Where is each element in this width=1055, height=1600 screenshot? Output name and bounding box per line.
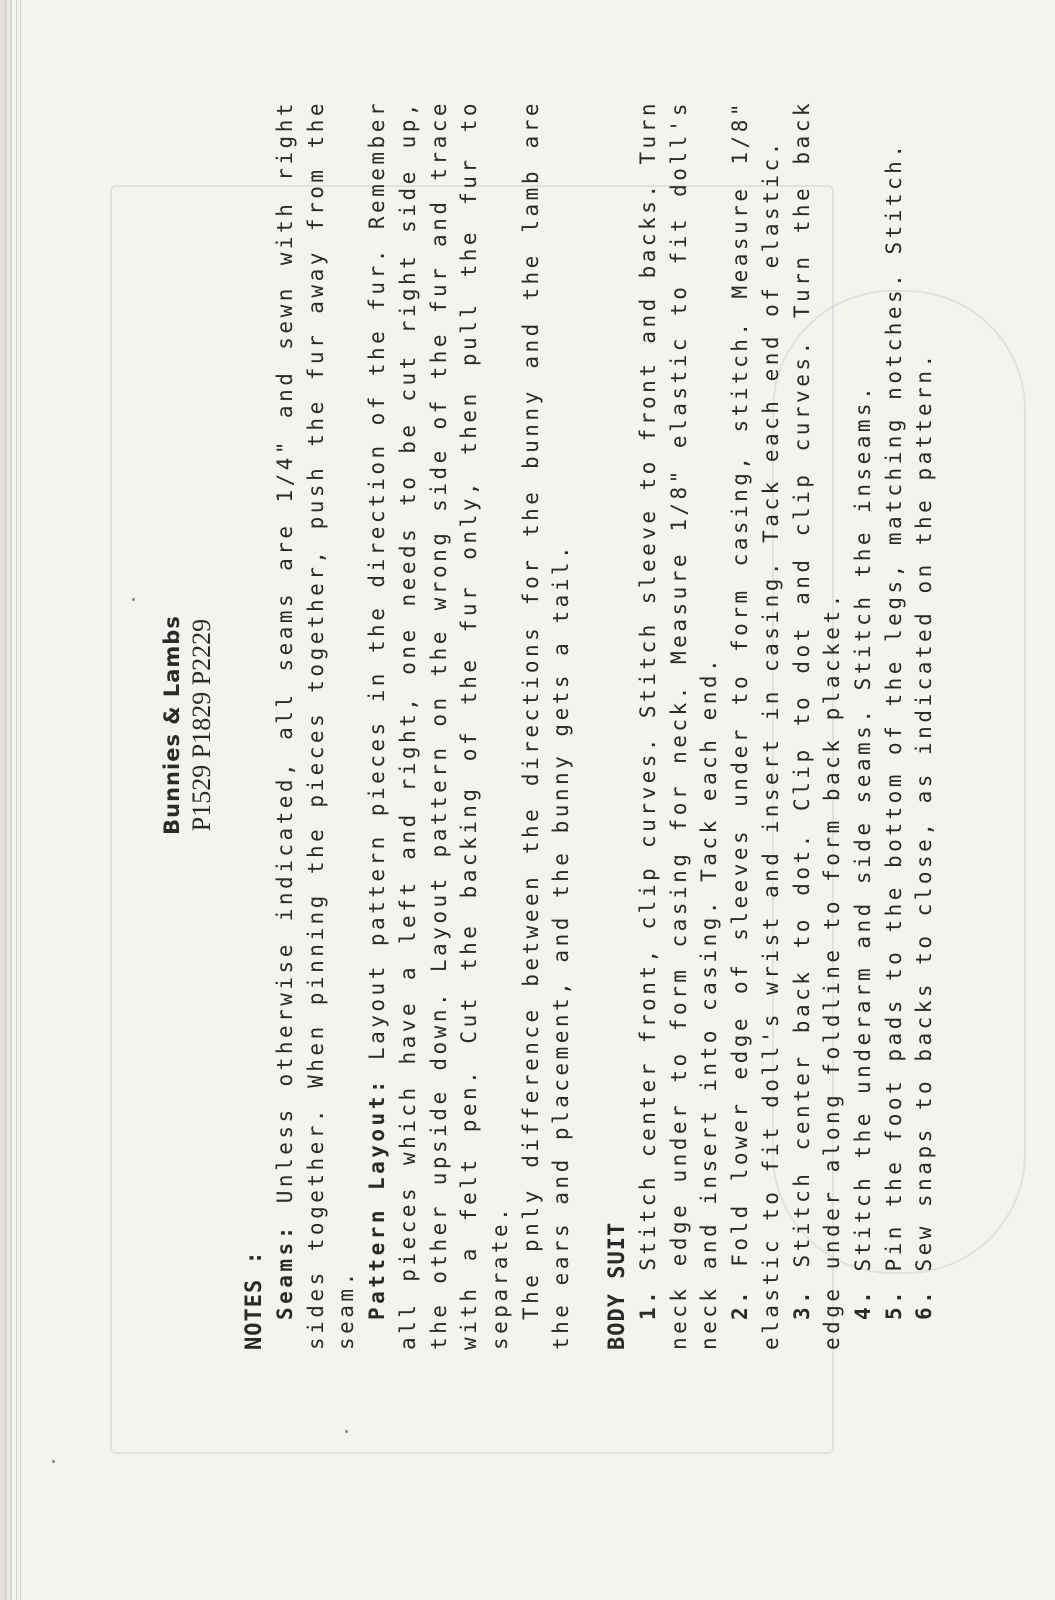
step-number: 6. xyxy=(912,1287,937,1320)
layout-text: Layout pattern pieces in the direction of the fur. Remember all pieces which have a left and right, one needs to be cut right side up, the other upside down. Layout pattern on the wrong side of the fur and trace with a felt pen. Cut the backing of the fur only, then pull the fur to separate. xyxy=(365,100,512,1350)
step-text: Stitch the underarm and side seams. Stitch the inseams. xyxy=(850,383,875,1272)
step-text: Sew snaps to backs to close, as indicated on the pattern. xyxy=(912,351,937,1272)
page-edge xyxy=(20,0,21,1600)
step-text: Fold lower edge of sleeves under to form casing, stitch. Measure 1/8" elastic to fit doll's wrist and insert in casing. Tack each end of elastic. xyxy=(728,100,783,1350)
step-text: Stitch center back to dot. Clip to dot and clip curves. Turn the back edge under along foldline to form back placket. xyxy=(789,100,845,1350)
pattern-codes: P1529 P1829 P2229 xyxy=(187,618,216,832)
document-heading xyxy=(158,100,218,1350)
step-1 xyxy=(633,100,725,1350)
page-edge xyxy=(16,0,17,1600)
step-text: Pin the foot pads to the bottom of the legs, matching notches. Stitch. xyxy=(881,141,906,1272)
step-4 xyxy=(848,100,879,1350)
step-2 xyxy=(725,100,786,1350)
step-number: 3. xyxy=(789,1287,814,1320)
body-suit-section xyxy=(633,100,940,1350)
step-number: 2. xyxy=(728,1287,753,1320)
step-3 xyxy=(787,100,848,1350)
layout-paragraph xyxy=(362,100,516,1350)
seams-label: Seams: xyxy=(273,1223,297,1320)
notes-section xyxy=(270,100,577,1350)
step-text: Stitch center front, clip curves. Stitch sleeve to front and backs. Turn neck edge under to form casing for neck. Measure 1/8" elastic to fit doll's neck and insert into casing. Tack each end. xyxy=(636,100,722,1350)
layout-label: Pattern Layout: xyxy=(365,1077,390,1320)
step-number: 4. xyxy=(850,1287,875,1320)
paper-speck xyxy=(345,1430,348,1433)
step-number: 1. xyxy=(636,1287,661,1320)
paper-speck xyxy=(52,1460,55,1463)
seams-text: Unless otherwise indicated, all seams are 1/4" and sewn with right sides together. When pinning the pieces together, push the fur away from the seam. xyxy=(273,100,359,1350)
rotated-content xyxy=(158,100,998,1350)
paper-speck xyxy=(132,598,135,601)
document-title: Bunnies & Lambs xyxy=(160,615,184,835)
step-6 xyxy=(909,100,940,1350)
step-5 xyxy=(879,100,910,1350)
step-number: 5. xyxy=(881,1287,906,1320)
difference-paragraph: The pnly difference between the directions for the bunny and the lamb are the ears and placement, and the bunny gets a tail. xyxy=(518,100,574,1350)
body-suit-title: BODY SUIT xyxy=(605,1221,631,1350)
seams-paragraph xyxy=(270,100,362,1350)
notes-title: NOTES : xyxy=(242,1250,267,1350)
